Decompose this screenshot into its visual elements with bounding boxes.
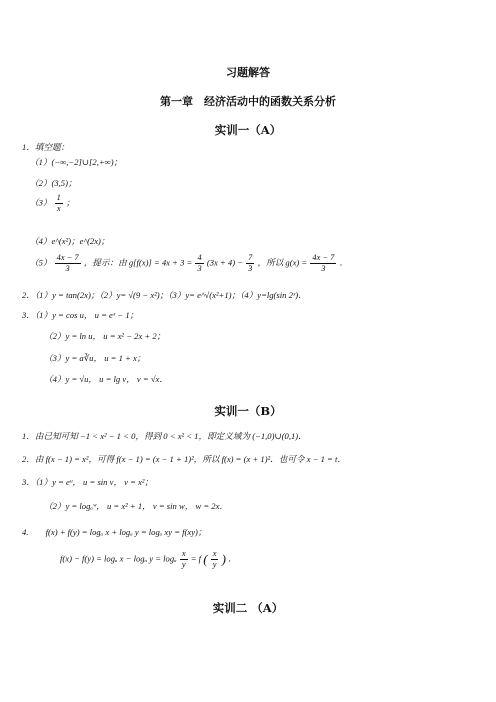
answer-3-1: 3．（1）y = cos u， u = eˣ − 1； — [22, 310, 139, 320]
fraction-7-over-3 — [246, 253, 254, 274]
answer-1-intro: 1．填空题： — [22, 142, 70, 152]
answer-1-5-label: （5） — [30, 257, 52, 268]
answer-1-3 — [30, 193, 75, 214]
section-heading-2a: 实训二 （A） — [212, 601, 284, 615]
answer-1-3-label: （3） — [30, 197, 52, 208]
answer-3-2: （2）y = ln u， u = x² − 2x + 2； — [44, 331, 166, 341]
fraction-numerator: x — [212, 549, 217, 558]
answer-3-4: （4）y = √u， u = lg v， v = √x． — [44, 374, 168, 384]
answer-1-5-hint: ，提示：由 g[f(x)] = 4x + 3 = — [83, 257, 195, 268]
answer-1-2: （2）(3,5)； — [30, 178, 77, 188]
answer-b-2: 2．由 f(x − 1) = x²，可得 f(x − 1) = (x − 1 + 1)²，所以 f(x) = (x + 1)²．也可令 x − 1 = t． — [22, 454, 346, 464]
fraction-numerator: 4x − 7 — [312, 253, 335, 262]
answer-1-4: （4）e^(x²)；e^(2x)； — [30, 236, 110, 246]
answer-b-1: 1．由已知可知 −1 < x² − 1 < 0，得到 0 < x² < 1，即定义域为 (−1,0)∪(0,1)． — [22, 431, 307, 441]
fraction-denominator: x — [56, 204, 61, 213]
fraction-result — [310, 253, 336, 274]
fraction-denominator: 3 — [248, 264, 253, 273]
answer-b-3-1: 3．（1）y = eᵘ， u = sin v， v = x²； — [22, 477, 154, 487]
answer-b-4-2-lhs: f(x) − f(y) = logₐ x − logₐ y = logₐ — [60, 553, 177, 564]
fraction-4-over-3 — [195, 253, 203, 274]
section-heading-1a: 实训一（A） — [214, 123, 282, 137]
fraction-x-over-y — [180, 549, 188, 570]
section-heading-1b: 实训一（B） — [214, 404, 282, 418]
answer-1-1: （1）(−∞,−2]∪[2,+∞)； — [30, 157, 123, 167]
answer-1-5-mid: (3x + 4) − — [206, 257, 246, 268]
fraction-4x-7-over-3 — [55, 253, 81, 274]
answer-b-3-2: （2）y = logₐʷ， u = x² + 1， v = sin w， w = 2x． — [44, 501, 228, 511]
answer-1-5 — [30, 253, 348, 274]
fraction-numerator: 1 — [56, 193, 61, 202]
fraction-denominator: 3 — [65, 264, 70, 273]
answer-1-5-end: ． — [339, 257, 349, 268]
answer-b-4-2-eq: = f — [190, 553, 202, 564]
fraction-numerator: 4 — [197, 253, 202, 262]
right-paren: ) — [221, 551, 226, 567]
fraction-numerator: x — [181, 549, 186, 558]
chapter-heading: 第一章 经济活动中的函数关系分析 — [160, 95, 336, 108]
fraction-denominator: 3 — [321, 264, 326, 273]
answer-1-3-end: ； — [66, 197, 75, 208]
left-paren: ( — [203, 551, 208, 567]
fraction-x-over-y-arg — [211, 549, 219, 570]
fraction-numerator: 7 — [248, 253, 253, 262]
answer-2: 2．（1）y = tan(2x)；（2）y= √(9 − x²)；（3）y= e^√(x²+1)；（4）y=lg(sin 2ˣ)． — [22, 290, 307, 300]
fraction-1-over-x — [55, 193, 63, 214]
answer-1-5-so: ，所以 g(x) = — [257, 257, 310, 268]
answer-b-4-2-end: ． — [228, 553, 237, 564]
answer-3-3: （3）y = a∛u， u = 1 + x； — [44, 353, 146, 363]
fraction-denominator: 3 — [197, 264, 202, 273]
fraction-denominator: y — [181, 560, 186, 569]
fraction-numerator: 4x − 7 — [56, 253, 79, 262]
answer-b-4-2 — [60, 549, 237, 570]
fraction-denominator: y — [212, 560, 217, 569]
answer-b-4-1: 4. f(x) + f(y) = logₐ x + logₐ y = logₐ xy = f(xy)； — [22, 527, 207, 537]
page-title: 习题解答 — [226, 66, 270, 79]
